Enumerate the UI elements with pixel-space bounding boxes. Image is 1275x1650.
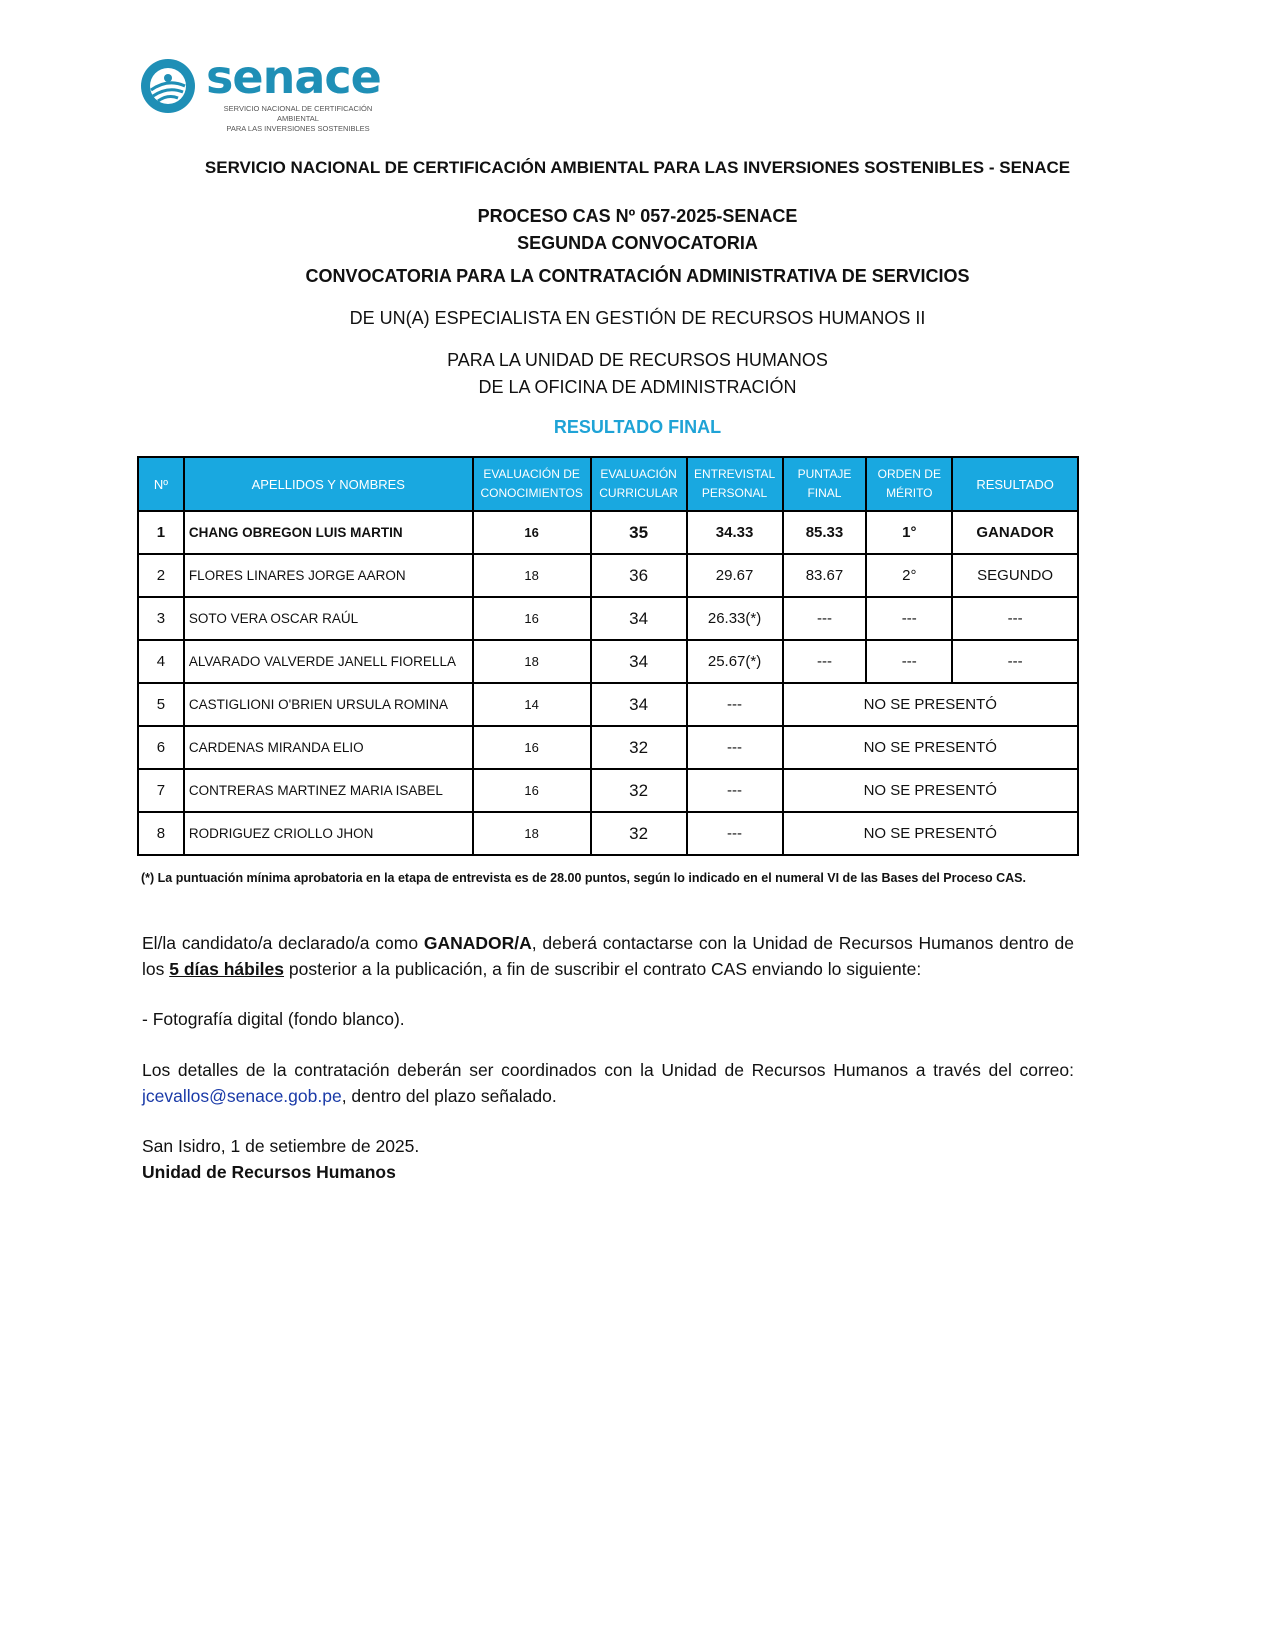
cell-number: 8 bbox=[138, 812, 184, 855]
cell-final-score: --- bbox=[783, 597, 867, 640]
cell-curricular: 32 bbox=[591, 812, 687, 855]
cell-interview: 29.67 bbox=[687, 554, 783, 597]
p3-text-a: Los detalles de la contratación deberán ser coordinados con la Unidad de Recursos Humanos a través del correo: bbox=[142, 1060, 1074, 1080]
table-row bbox=[138, 812, 1078, 855]
senace-logo bbox=[138, 50, 381, 133]
cell-curricular: 34 bbox=[591, 683, 687, 726]
p1-text-b: , deberá contactarse con la Unidad de Recursos Humanos dentro de los bbox=[142, 933, 1074, 979]
cell-merit-order: --- bbox=[866, 640, 952, 683]
cell-knowledge: 18 bbox=[473, 640, 591, 683]
cell-name: CASTIGLIONI O'BRIEN URSULA ROMINA bbox=[184, 683, 473, 726]
unit-line-1: PARA LA UNIDAD DE RECURSOS HUMANOS bbox=[447, 350, 828, 370]
cell-number: 5 bbox=[138, 683, 184, 726]
col-header-result: RESULTADO bbox=[952, 457, 1078, 511]
p1-text-a: El/la candidato/a declarado/a como bbox=[142, 933, 424, 953]
cell-merit-order: --- bbox=[866, 597, 952, 640]
table-row bbox=[138, 554, 1078, 597]
cell-interview: --- bbox=[687, 769, 783, 812]
cell-result: SEGUNDO bbox=[952, 554, 1078, 597]
cell-final-score: --- bbox=[783, 640, 867, 683]
cell-interview: 34.33 bbox=[687, 511, 783, 554]
cell-name: FLORES LINARES JORGE AARON bbox=[184, 554, 473, 597]
cell-curricular: 32 bbox=[591, 769, 687, 812]
cell-knowledge: 16 bbox=[473, 769, 591, 812]
cell-name: RODRIGUEZ CRIOLLO JHON bbox=[184, 812, 473, 855]
cell-status-merged: NO SE PRESENTÓ bbox=[783, 769, 1078, 812]
p1-text-c: posterior a la publicación, a fin de suscribir el contrato CAS enviando lo siguiente: bbox=[284, 959, 922, 979]
cell-interview: --- bbox=[687, 683, 783, 726]
organization-title: SERVICIO NACIONAL DE CERTIFICACIÓN AMBIENTAL PARA LAS INVERSIONES SOSTENIBLES - SENACE bbox=[204, 158, 1071, 177]
cell-curricular: 35 bbox=[591, 511, 687, 554]
cell-knowledge: 18 bbox=[473, 812, 591, 855]
table-row bbox=[138, 726, 1078, 769]
position-title: DE UN(A) ESPECIALISTA EN GESTIÓN DE RECURSOS HUMANOS II bbox=[349, 308, 926, 328]
footnote: (*) La puntuación mínima aprobatoria en la etapa de entrevista es de 28.00 puntos, según lo indicado en el numeral VI de las Bases del Proceso CAS. bbox=[141, 871, 1026, 885]
logo-subtitle-line1: SERVICIO NACIONAL DE CERTIFICACIÓN AMBIENTAL bbox=[223, 104, 373, 123]
cell-name: CARDENAS MIRANDA ELIO bbox=[184, 726, 473, 769]
logo-subtitle-line2: PARA LAS INVERSIONES SOSTENIBLES bbox=[226, 124, 370, 133]
cell-number: 6 bbox=[138, 726, 184, 769]
col-header-knowledge: EVALUACIÓN DE CONOCIMIENTOS bbox=[473, 457, 591, 511]
call-number: SEGUNDA CONVOCATORIA bbox=[517, 233, 758, 253]
cell-result: --- bbox=[952, 597, 1078, 640]
email-link[interactable]: jcevallos@senace.gob.pe bbox=[142, 1086, 342, 1106]
cell-interview: 26.33(*) bbox=[687, 597, 783, 640]
cell-name: CHANG OBREGON LUIS MARTIN bbox=[184, 511, 473, 554]
table-row bbox=[138, 597, 1078, 640]
cell-number: 4 bbox=[138, 640, 184, 683]
result-title: RESULTADO FINAL bbox=[553, 417, 722, 437]
cell-name: CONTRERAS MARTINEZ MARIA ISABEL bbox=[184, 769, 473, 812]
cell-interview: --- bbox=[687, 726, 783, 769]
cell-knowledge: 18 bbox=[473, 554, 591, 597]
contract-details bbox=[142, 1057, 1074, 1109]
cell-merit-order: 1° bbox=[866, 511, 952, 554]
table-header-row bbox=[138, 457, 1078, 511]
cell-interview: 25.67(*) bbox=[687, 640, 783, 683]
place-date: San Isidro, 1 de setiembre de 2025. bbox=[142, 1136, 420, 1156]
logo-subtitle bbox=[208, 104, 388, 134]
cell-name: ALVARADO VALVERDE JANELL FIORELLA bbox=[184, 640, 473, 683]
cell-knowledge: 14 bbox=[473, 683, 591, 726]
cell-merit-order: 2° bbox=[866, 554, 952, 597]
cell-status-merged: NO SE PRESENTÓ bbox=[783, 683, 1078, 726]
table-row bbox=[138, 769, 1078, 812]
table-row bbox=[138, 683, 1078, 726]
col-header-merit-order: ORDEN DE MÉRITO bbox=[866, 457, 952, 511]
cell-knowledge: 16 bbox=[473, 597, 591, 640]
cell-final-score: 83.67 bbox=[783, 554, 867, 597]
unit-line-2: DE LA OFICINA DE ADMINISTRACIÓN bbox=[478, 377, 797, 397]
cell-status-merged: NO SE PRESENTÓ bbox=[783, 726, 1078, 769]
requirement-item: - Fotografía digital (fondo blanco). bbox=[142, 1009, 405, 1029]
cell-number: 7 bbox=[138, 769, 184, 812]
results-table bbox=[137, 456, 1079, 856]
col-header-number: Nº bbox=[138, 457, 184, 511]
p1-bold: GANADOR/A bbox=[423, 933, 532, 953]
cell-interview: --- bbox=[687, 812, 783, 855]
call-title: CONVOCATORIA PARA LA CONTRATACIÓN ADMINISTRATIVA DE SERVICIOS bbox=[305, 266, 970, 286]
col-header-final-score: PUNTAJE FINAL bbox=[783, 457, 867, 511]
signature: Unidad de Recursos Humanos bbox=[142, 1162, 396, 1182]
cell-status-merged: NO SE PRESENTÓ bbox=[783, 812, 1078, 855]
col-header-curricular: EVALUACIÓN CURRICULAR bbox=[591, 457, 687, 511]
cell-curricular: 34 bbox=[591, 597, 687, 640]
cell-number: 2 bbox=[138, 554, 184, 597]
table-row bbox=[138, 640, 1078, 683]
cell-curricular: 36 bbox=[591, 554, 687, 597]
cell-curricular: 34 bbox=[591, 640, 687, 683]
cell-final-score: 85.33 bbox=[783, 511, 867, 554]
p1-underline: 5 días hábiles bbox=[169, 959, 285, 979]
p3-text-b: , dentro del plazo señalado. bbox=[341, 1086, 557, 1106]
cell-name: SOTO VERA OSCAR RAÚL bbox=[184, 597, 473, 640]
cell-number: 1 bbox=[138, 511, 184, 554]
winner-instructions bbox=[142, 930, 1074, 982]
cell-result: GANADOR bbox=[952, 511, 1078, 554]
senace-emblem-icon bbox=[138, 56, 198, 116]
col-header-name: APELLIDOS Y NOMBRES bbox=[184, 457, 473, 511]
table-row bbox=[138, 511, 1078, 554]
cell-knowledge: 16 bbox=[473, 726, 591, 769]
cell-knowledge: 16 bbox=[473, 511, 591, 554]
cell-result: --- bbox=[952, 640, 1078, 683]
cell-curricular: 32 bbox=[591, 726, 687, 769]
process-number: PROCESO CAS Nº 057-2025-SENACE bbox=[477, 206, 798, 226]
logo-wordmark: senace bbox=[206, 50, 381, 104]
cell-number: 3 bbox=[138, 597, 184, 640]
col-header-interview: ENTREVISTAL PERSONAL bbox=[687, 457, 783, 511]
